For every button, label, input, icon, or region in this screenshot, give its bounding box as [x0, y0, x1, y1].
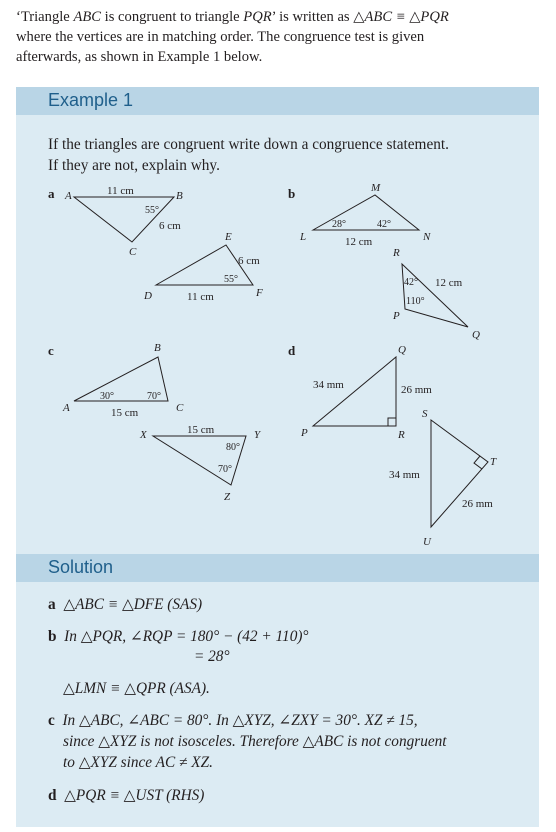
side-label: 26 mm	[462, 498, 493, 510]
vertex-label: P	[301, 427, 308, 439]
angle-label: 42°	[404, 277, 418, 288]
triangle-pqr-d	[313, 357, 396, 426]
vertex-label: L	[300, 231, 307, 243]
part-label-a: a	[48, 186, 55, 201]
figure-d	[288, 343, 497, 548]
prompt-line-2: If they are not, explain why.	[48, 157, 220, 174]
solution-label: c	[48, 712, 55, 729]
vertex-label: S	[422, 408, 428, 420]
example-box	[16, 87, 539, 827]
figure-b	[288, 182, 480, 341]
side-label: 12 cm	[435, 277, 463, 289]
vertex-label: A	[63, 402, 70, 414]
solution-text: In △PQR, ∠RQP = 180° − (42 + 110)°	[64, 628, 309, 645]
vertex-label: R	[393, 247, 400, 259]
intro-congruence: △ABC ≡ △PQR	[353, 9, 449, 25]
side-label: 34 mm	[389, 469, 420, 481]
intro-paragraph	[16, 7, 546, 67]
vertex-label: A	[65, 190, 72, 202]
vertex-label: F	[256, 287, 263, 299]
side-label: 15 cm	[187, 424, 215, 436]
side-label: 11 cm	[107, 185, 134, 197]
figure-c	[48, 342, 262, 503]
intro-line-3: afterwards, as shown in Example 1 below.	[16, 49, 263, 65]
side-label: 15 cm	[111, 407, 139, 419]
solution-b-line-2	[194, 647, 230, 667]
part-label-c: c	[48, 343, 54, 358]
vertex-label: C	[129, 246, 137, 258]
example-title: Example 1	[48, 90, 134, 110]
side-label: 34 mm	[313, 379, 344, 391]
intro-var: ABC	[73, 9, 102, 25]
side-label: 26 mm	[401, 384, 432, 396]
prompt-line-1: If the triangles are congruent write down a congruence statement.	[48, 136, 449, 153]
solution-header	[16, 554, 539, 582]
solution-b-line-1	[48, 627, 309, 647]
intro-text: ‘Triangle	[16, 9, 74, 25]
angle-label: 70°	[218, 464, 232, 475]
angle-label: 42°	[377, 219, 391, 230]
solution-c-line-1	[48, 711, 418, 731]
solution-text: △LMN ≡ △QPR (ASA).	[63, 680, 210, 697]
triangle-stu	[431, 420, 488, 527]
solution-label: a	[48, 596, 56, 613]
figure-a	[48, 185, 263, 303]
angle-label: 30°	[100, 391, 114, 402]
intro-text: is congruent to triangle	[101, 9, 244, 25]
triangle-lmn	[313, 195, 419, 230]
vertex-label: T	[490, 456, 497, 468]
figures	[16, 87, 539, 557]
right-angle-mark	[388, 418, 396, 426]
solution-label: b	[48, 628, 57, 645]
angle-label: 110°	[406, 296, 425, 307]
angle-label: 80°	[226, 442, 240, 453]
vertex-label: P	[393, 310, 400, 322]
solution-label: d	[48, 787, 57, 804]
angle-label: 55°	[145, 205, 159, 216]
solution-text: △PQR ≡ △UST (RHS)	[64, 787, 205, 804]
solution-b-line-3	[63, 679, 210, 699]
part-label-b: b	[288, 186, 296, 201]
vertex-label: X	[140, 429, 147, 441]
solution-c-line-3	[63, 753, 213, 773]
angle-label: 28°	[332, 219, 346, 230]
vertex-label: Q	[472, 329, 480, 341]
angle-label: 55°	[224, 274, 238, 285]
vertex-label: R	[398, 429, 405, 441]
vertex-label: E	[225, 231, 232, 243]
part-label-d: d	[288, 343, 296, 358]
vertex-label: N	[423, 231, 431, 243]
solution-text: △ABC ≡ △DFE (SAS)	[63, 596, 203, 613]
solution-text: to △XYZ since AC ≠ XZ.	[63, 754, 213, 771]
side-label: 6 cm	[159, 220, 181, 232]
solution-title: Solution	[48, 557, 114, 577]
intro-line-1	[16, 7, 546, 27]
vertex-label: B	[176, 190, 183, 202]
vertex-label: C	[176, 402, 184, 414]
vertex-label: Q	[398, 344, 406, 356]
solution-a	[48, 595, 202, 615]
side-label: 12 cm	[345, 236, 373, 248]
angle-label: 70°	[147, 391, 161, 402]
vertex-label: B	[154, 342, 161, 354]
intro-var: PQR	[243, 9, 272, 25]
vertex-label: U	[423, 536, 431, 548]
solution-text: = 28°	[194, 648, 230, 665]
solution-text: In △ABC, ∠ABC = 80°. In △XYZ, ∠ZXY = 30°. XZ ≠ 15,	[62, 712, 418, 729]
intro-line-2: where the vertices are in matching order. The congruence test is given	[16, 29, 425, 45]
vertex-label: D	[144, 290, 152, 302]
solution-c-line-2	[63, 732, 447, 752]
solution-d	[48, 786, 204, 806]
side-label: 6 cm	[238, 255, 260, 267]
vertex-label: Z	[224, 491, 231, 503]
intro-text: ’ is written as	[271, 9, 354, 25]
side-label: 11 cm	[187, 291, 214, 303]
solution-text: since △XYZ is not isosceles. Therefore △ABC is not congruent	[63, 733, 447, 750]
vertex-label: Y	[254, 429, 261, 441]
vertex-label: M	[371, 182, 381, 194]
right-angle-mark	[474, 456, 482, 469]
